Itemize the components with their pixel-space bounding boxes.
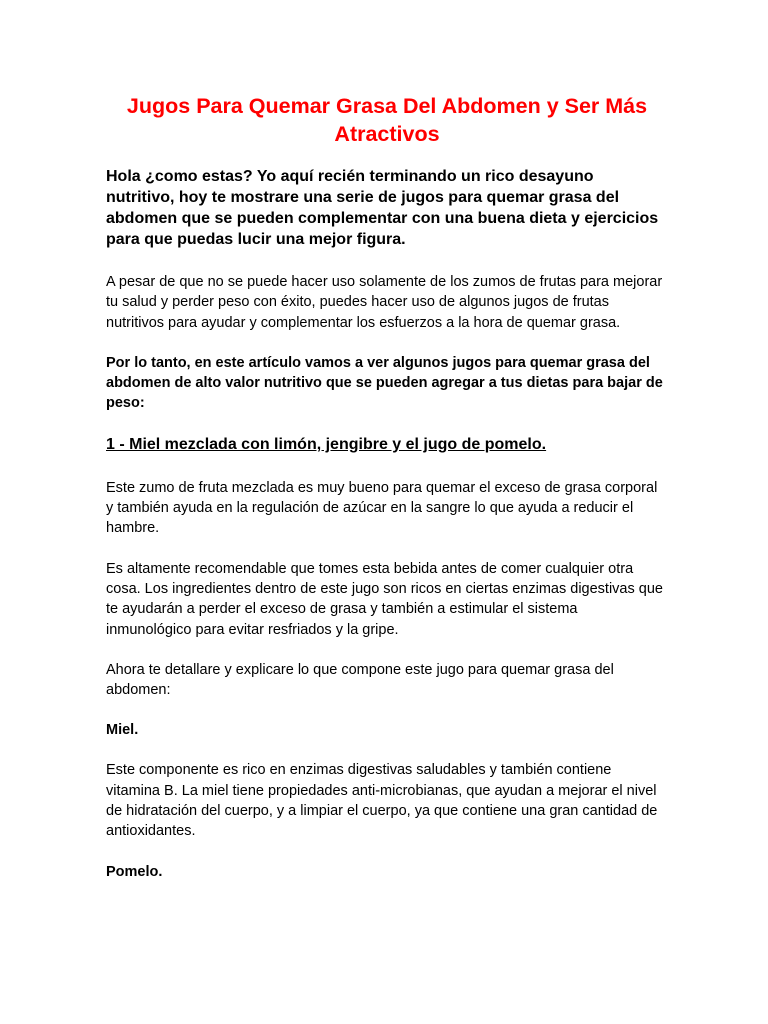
section-1-paragraph-1: Este zumo de fruta mezclada es muy bueno para quemar el exceso de grasa corporal y también ayuda en la regulación de azúcar en la sangre lo que ayuda a reducir el hambre. bbox=[106, 479, 658, 537]
label-pomelo: Pomelo. bbox=[106, 863, 163, 880]
label-miel: Miel. bbox=[106, 722, 139, 739]
intro-paragraph: Hola ¿como estas? Yo aquí recién terminando un rico desayuno nutritivo, hoy te mostrare una serie de jugos para quemar grasa del abdomen que se pueden complementar con una buena dieta y ejercicios para que puedas lucir una mejor figura. bbox=[106, 168, 659, 248]
section-1-paragraph-3: Ahora te detallare y explicare lo que compone este jugo para quemar grasa del abdomen: bbox=[106, 661, 614, 699]
section-1-heading: 1 - Miel mezclada con limón, jengibre y el jugo de pomelo. bbox=[106, 435, 547, 453]
paragraph-2-bold: Por lo tanto, en este artículo vamos a ver algunos jugos para quemar grasa del abdomen de alto valor nutritivo que se pueden agregar a tus dietas para bajar de peso: bbox=[106, 354, 663, 412]
miel-paragraph: Este componente es rico en enzimas digestivas saludables y también contiene vitamina B. La miel tiene propiedades anti-microbianas, que ayudan a mejorar el nivel de hidratación del cuerpo, y a limpiar el cuerpo, ya que contiene una gran cantidad de antioxidantes. bbox=[106, 762, 658, 840]
paragraph-1: A pesar de que no se puede hacer uso solamente de los zumos de frutas para mejorar tu salud y perder peso con éxito, puedes hacer uso de algunos jugos de frutas nutritivos para ayudar y complementar los esfuerzos a la hora de quemar grasa. bbox=[106, 274, 663, 331]
section-1-paragraph-2: Es altamente recomendable que tomes esta bebida antes de comer cualquier otra cosa. Los ingredientes dentro de este jugo son ricos en ciertas enzimas digestivas que te ayudarán a perder el exceso de grasa y también a estimular el sistema inmunológico para evitar resfriados y la gripe. bbox=[106, 560, 663, 638]
document-content bbox=[106, 92, 666, 902]
page-title: Jugos Para Quemar Grasa Del Abdomen y Ser Más Atractivos bbox=[126, 94, 648, 146]
